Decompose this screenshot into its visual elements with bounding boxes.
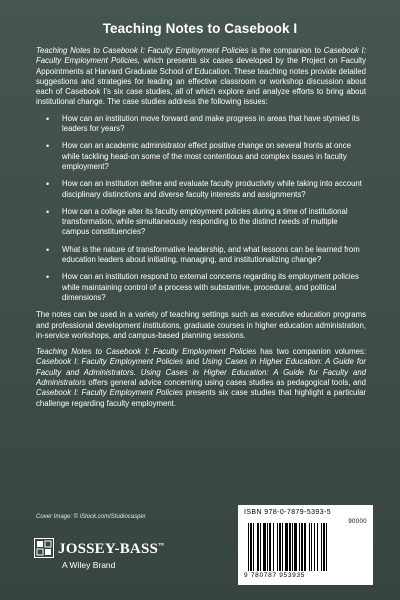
companion-italic-using-2: Using Cases in Higher Education: A Guide for Faculty and Administrators xyxy=(36,367,366,388)
companion-text-2: and xyxy=(183,357,203,367)
barcode-stripe xyxy=(282,523,283,571)
barcode-stripe xyxy=(285,523,288,571)
barcode-stripe xyxy=(267,523,268,571)
publisher-logo xyxy=(34,538,174,578)
barcode-number: 9 780787 953935 xyxy=(244,572,306,579)
barcode-stripe xyxy=(321,523,322,571)
companion-italic-casebook-2: Casebook I: Faculty Employment Policies xyxy=(36,388,183,398)
barcode-bars xyxy=(246,523,364,571)
barcode-stripe xyxy=(311,523,312,571)
barcode-stripe xyxy=(253,523,254,571)
barcode-stripe xyxy=(323,523,325,571)
barcode-stripe xyxy=(292,523,293,571)
barcode-stripe xyxy=(250,523,252,571)
companion-paragraph xyxy=(36,347,366,409)
companion-text-4: offers general advice concerning using cases studies as pedagogical tools, and xyxy=(85,378,366,388)
issue-item: • How can an institution respond to external concerns regarding its employment policies while maintaining control of a process with substantive, procedural, and political dimensions? xyxy=(36,272,366,303)
barcode-stripe xyxy=(299,523,300,571)
barcode-stripe xyxy=(317,523,318,571)
barcode-stripe xyxy=(309,523,310,571)
barcode-stripe xyxy=(273,523,274,571)
barcode-stripe xyxy=(277,523,278,571)
publisher-trademark: ™ xyxy=(158,543,165,549)
barcode-stripe xyxy=(314,523,315,571)
issue-item: • What is the nature of transformative leadership, and what lessons can be learned from education leaders about initiating, managing, and institutionalizing change? xyxy=(36,245,366,266)
isbn-text: ISBN 978-0-7879-5393-5 xyxy=(244,509,332,516)
issue-item: • How can an institution move forward and make progress in areas that have stymied its leaders for years? xyxy=(36,114,366,135)
notes-paragraph: The notes can be used in a variety of teaching settings such as executive education programs and professional development institutions, graduate courses in higher education administration, in-service workshops, and campus-based planning sessions. xyxy=(36,310,366,340)
jossey-bass-emblem-icon xyxy=(34,538,54,558)
intro-paragraph xyxy=(36,46,366,108)
companion-text-1: has two companion volumes: xyxy=(256,347,366,357)
barcode-stripe xyxy=(289,523,291,571)
barcode-stripe xyxy=(326,523,327,571)
publisher-name xyxy=(58,541,164,558)
isbn-barcode xyxy=(238,505,373,585)
barcode-stripe xyxy=(301,523,303,571)
companion-italic-title: Teaching Notes to Casebook I: Faculty Employment Policies xyxy=(36,347,257,357)
issue-item: • How can a college alter its faculty employment policies during a time of institutional transformation, while simultaneously responding to the distinct needs of multiple campus constituencies? xyxy=(36,207,366,238)
barcode-stripe xyxy=(248,523,249,571)
barcode-stripe xyxy=(304,523,306,571)
body-text xyxy=(36,46,366,413)
barcode-stripe xyxy=(263,523,266,571)
barcode-stripe xyxy=(260,523,261,571)
companion-italic-casebook: Casebook I: Faculty Employment Policies xyxy=(36,357,184,367)
intro-italic-casebook: Casebook I: Faculty Employment Policies, xyxy=(36,46,367,66)
companion-text-5: presents six case studies that highlight a particular challenge regarding faculty employment. xyxy=(36,388,366,408)
publisher-brand: A Wiley Brand xyxy=(62,560,116,570)
issue-item: • How can an academic administrator effect positive change on several fronts at once while tackling head-on some of the most contentious and complex issues in faculty employment? xyxy=(36,141,366,172)
barcode-stripe xyxy=(294,523,297,571)
intro-text-1: is the companion to xyxy=(248,46,324,55)
barcode-stripe xyxy=(269,523,271,571)
companion-italic-using: Using Cases in Higher Education: A Guide for Faculty and Administrators. xyxy=(36,357,367,377)
barcode-stripe xyxy=(279,523,281,571)
intro-italic-title: Teaching Notes to Casebook I: Faculty Employment Policies xyxy=(36,46,249,55)
issue-item: • How can an institution define and evaluate faculty productivity while taking into account disciplinary distinctions and diverse faculty interests and assignments? xyxy=(36,179,366,200)
barcode-stripe xyxy=(257,523,259,571)
price-code: 90000 xyxy=(348,519,367,525)
intro-text-2: which presents six cases developed by the Project on Faculty Appointments at Harvard Graduate School of Education. These teaching notes provide detailed suggestions and strategies for leading an effective classroom or workshop discussion about each of Casebook I’s six case studies, all of which explore and analyze efforts to bring about institutional change. The case studies address the following issues: xyxy=(36,56,367,107)
issues-list xyxy=(36,114,366,303)
publisher-name-text: JOSSEY-BASS xyxy=(58,541,159,557)
cover-image-credit: Cover Image: © iStock.com/Studiocasper xyxy=(36,514,146,520)
cover-title: Teaching Notes to Casebook I xyxy=(102,21,298,36)
